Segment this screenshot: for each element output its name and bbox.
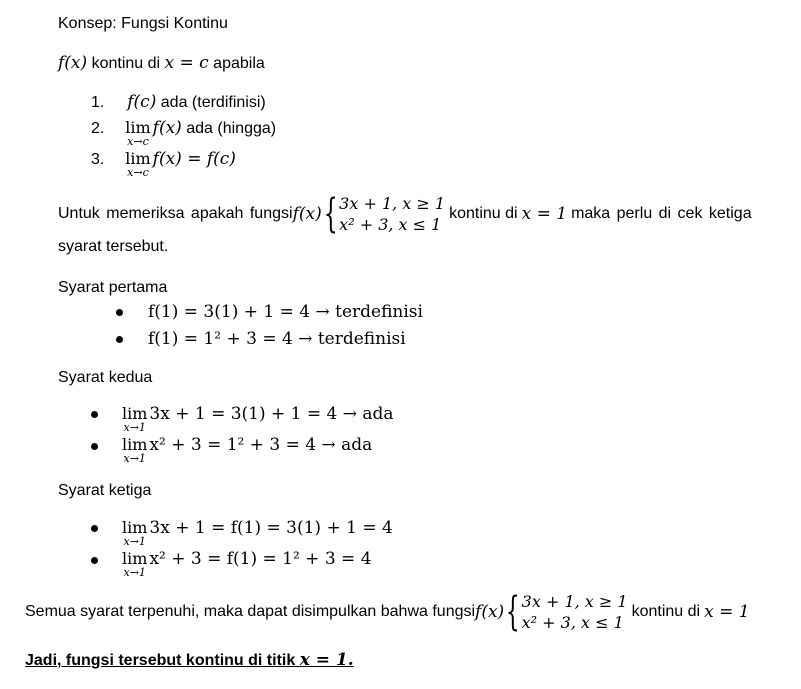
- syarat3-heading: Syarat ketiga: [58, 482, 152, 499]
- condition-math: f(x): [152, 118, 182, 138]
- summary-line: [25, 591, 750, 633]
- syarat1-item-2: f(1) = 1² + 3 = 4 → terdefinisi: [148, 329, 406, 349]
- condition-number: 2.: [91, 120, 105, 137]
- condition-number: 1.: [91, 94, 105, 111]
- check-x1: x = 1: [521, 204, 568, 224]
- syarat2-item-1: [122, 404, 394, 433]
- intro-xc: x = c: [164, 53, 209, 73]
- intro-line: [58, 53, 265, 74]
- check-line2: syarat tersebut.: [58, 238, 169, 255]
- syarat3-item-1: [122, 518, 393, 547]
- summary-fx: f(x): [475, 602, 505, 622]
- condition-2: [91, 118, 276, 147]
- condition-number: 3.: [91, 151, 105, 168]
- check-after1: kontinu di: [449, 205, 518, 222]
- syarat1-item-1: f(1) = 3(1) + 1 = 4 → terdefinisi: [148, 302, 423, 322]
- condition-text: ada (hingga): [181, 120, 277, 137]
- syarat2-heading: Syarat kedua: [58, 369, 153, 386]
- condition-text: ada (terdifinisi): [156, 94, 266, 111]
- bullet-icon: [116, 336, 123, 343]
- summary-before: Semua syarat terpenuhi, maka dapat disimpulkan bahwa fungsi: [25, 603, 476, 620]
- check-before: Untuk memeriksa apakah fungsi: [58, 205, 293, 222]
- bullet-icon: [116, 309, 123, 316]
- condition-3: [91, 149, 236, 178]
- page-title: Konsep: Fungsi Kontinu: [58, 15, 228, 32]
- bullet-icon: [91, 411, 98, 418]
- intro-fx: f(x): [58, 53, 88, 73]
- piecewise-function: { 3x + 1, x ≥ 1 x² + 3, x ≤ 1: [323, 191, 446, 237]
- limit-expression: x² + 3 = f(1) = 1² + 3 = 4: [149, 549, 372, 569]
- intro-text2: apabila: [208, 55, 265, 72]
- check-paragraph: [58, 193, 770, 235]
- piecewise-function: { 3x + 1, x ≥ 1 x² + 3, x ≤ 1: [505, 589, 628, 635]
- condition-math: f(x) = f(c): [152, 149, 236, 169]
- check-fx: f(x): [292, 204, 322, 224]
- bullet-icon: [91, 525, 98, 532]
- conclusion-text: Jadi, fungsi tersebut kontinu di titik: [25, 652, 300, 669]
- limit-expression: 3x + 1 = f(1) = 3(1) + 1 = 4: [149, 518, 393, 538]
- syarat3-item-2: [122, 549, 372, 578]
- check-after2: maka perlu di cek ketiga: [571, 205, 752, 222]
- intro-text1: kontinu di: [87, 55, 165, 72]
- condition-1: [91, 92, 266, 113]
- limit-operator: lim x→c: [125, 118, 151, 148]
- syarat2-item-2: [122, 435, 372, 464]
- limit-expression: x² + 3 = 1² + 3 = 4 → ada: [149, 435, 373, 455]
- limit-operator: lim x→1: [122, 518, 148, 548]
- limit-operator: lim x→c: [125, 149, 151, 179]
- bullet-icon: [91, 443, 98, 450]
- limit-operator: lim x→1: [122, 404, 148, 434]
- summary-x1: x = 1: [704, 602, 750, 622]
- syarat1-heading: Syarat pertama: [58, 279, 168, 296]
- limit-operator: lim x→1: [122, 549, 148, 579]
- bullet-icon: [91, 557, 98, 564]
- summary-after: kontinu di: [631, 603, 701, 620]
- conclusion-math: x = 1.: [299, 650, 354, 670]
- conclusion: [25, 650, 354, 671]
- limit-expression: 3x + 1 = 3(1) + 1 = 4 → ada: [149, 404, 394, 424]
- limit-operator: lim x→1: [122, 435, 148, 465]
- condition-math: f(c): [127, 92, 157, 112]
